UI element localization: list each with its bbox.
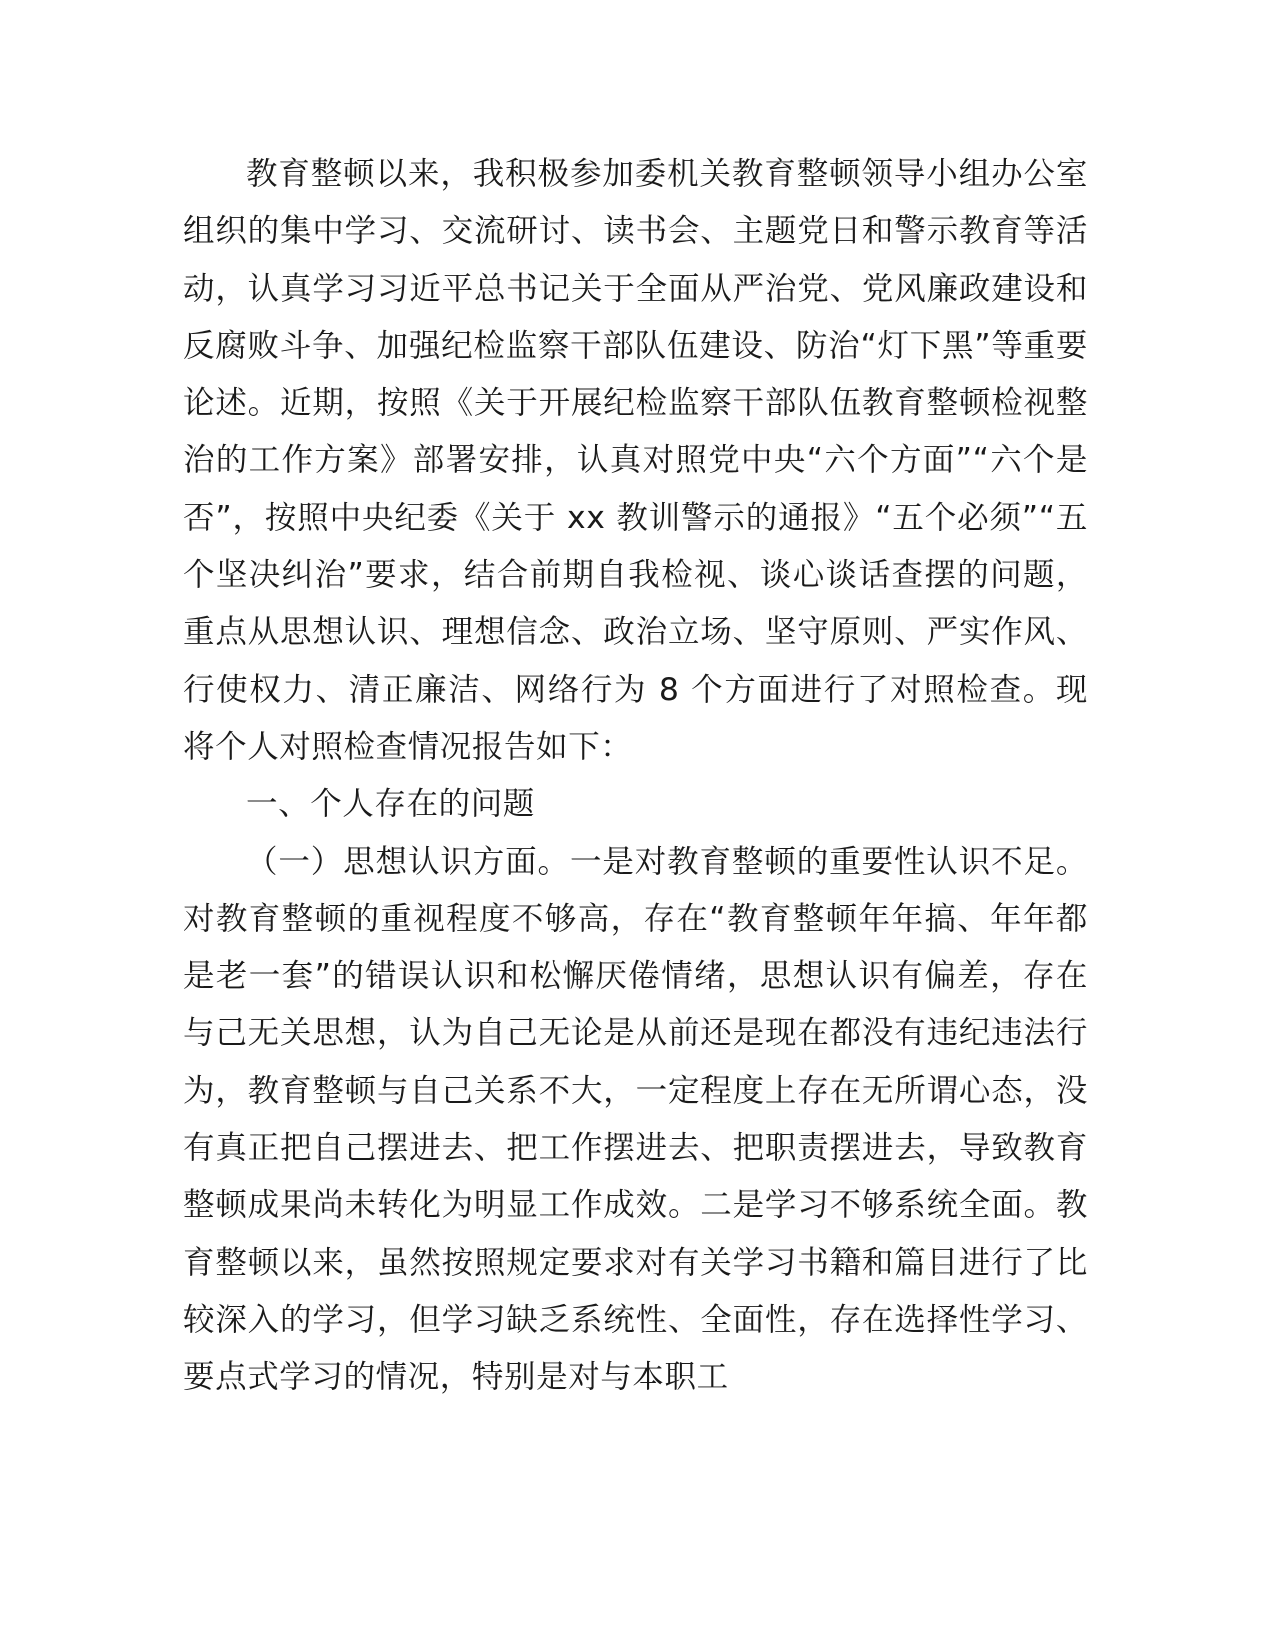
subsection-paragraph: （一）思想认识方面。一是对教育整顿的重要性认识不足。对教育整顿的重视程度不够高，存在“教育整顿年年搞、年年都是老一套”的错误认识和松懈厌倦情绪，思想认识有偏差，存在与己无关思想，认为自己无论是从前还是现在都没有违纪违法行为，教育整顿与自己关系不大，一定程度上存在无所谓心态，没有真正把自己摆进去、把工作摆进去、把职责摆进去，导致教育整顿成果尚未转化为明显工作成效。二是学习不够系统全面。教育整顿以来，虽然按照规定要求对有关学习书籍和篇目进行了比较深入的学习，但学习缺乏系统性、全面性，存在选择性学习、要点式学习的情况，特别是对与本职工 <box>183 843 1088 1396</box>
document-body <box>183 146 1088 1407</box>
section-heading: 一、个人存在的问题 <box>246 786 535 823</box>
intro-paragraph: 教育整顿以来，我积极参加委机关教育整顿领导小组办公室组织的集中学习、交流研讨、读书会、主题党日和警示教育等活动，认真学习习近平总书记关于全面从严治党、党风廉政建设和反腐败斗争、加强纪检监察干部队伍建设、防治“灯下黑”等重要论述。近期，按照《关于开展纪检监察干部队伍教育整顿检视整治的工作方案》部署安排，认真对照党中央“六个方面”“六个是否”，按照中央纪委《关于 xx 教训警示的通报》“五个必须”“五个坚决纠治”要求，结合前期自我检视、谈心谈话查摆的问题，重点从思想认识、理想信念、政治立场、坚守原则、严实作风、行使权力、清正廉洁、网络行为 8 个方面进行了对照检查。现将个人对照检查情况报告如下： <box>183 156 1088 765</box>
